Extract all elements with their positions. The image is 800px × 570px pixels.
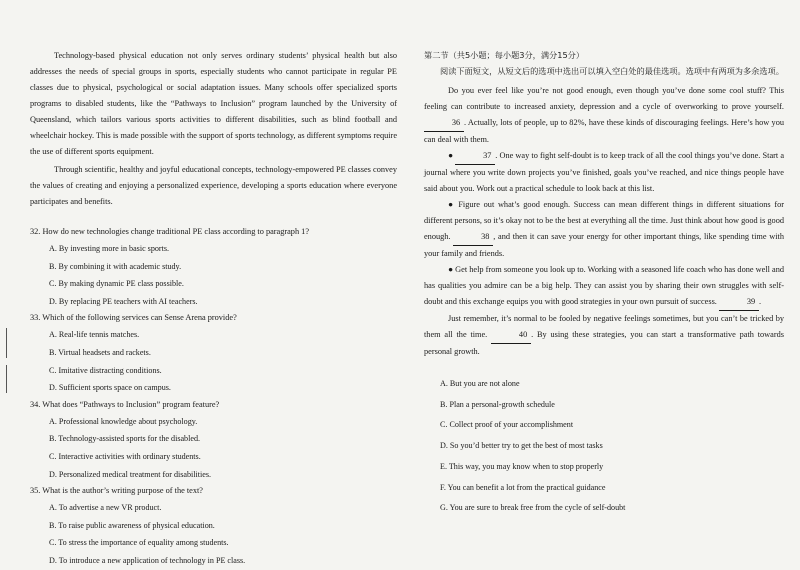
paragraph-text: Do you ever feel like you’re not good enough, even though you’ve done some cool stuff? This feeling can contribute to increased anxiety, depression and a cycle of overworking to prove yourself. (424, 86, 784, 111)
question-35 (30, 483, 397, 569)
paragraph-text: . By using these strategies, you can start a transformative path towards personal growth. (424, 330, 784, 356)
left-column (30, 48, 397, 570)
option-a[interactable]: A. By investing more in basic sports. (49, 244, 170, 253)
question-stem: 35. What is the author’s writing purpose of the text? (30, 486, 203, 496)
option-d[interactable]: D. Personalized medical treatment for disabilities. (49, 469, 212, 479)
option-b[interactable]: B. Virtual headsets and rackets. (49, 347, 151, 357)
blank-36[interactable]: 36 (424, 115, 464, 132)
option-e[interactable]: E. This way, you may know when to stop properly (440, 461, 604, 471)
paragraph-text: . Actually, lots of people, up to 82%, have these kinds of discouraging feelings. Here’s how you can deal with them. (424, 118, 784, 144)
option-a[interactable]: A. Professional knowledge about psychology. (49, 416, 198, 426)
paragraph-text: Figure out what’s good enough. Success can mean different things in different situations for different persons, so it’s okay not to be the best at everything all the time. Just think about how good is good enough. (424, 200, 784, 241)
bullet-icon: ● (448, 151, 454, 160)
option-c[interactable]: C. Collect proof of your accomplishment (440, 420, 574, 430)
cloze-paragraph-3 (424, 197, 784, 262)
cloze-paragraph-1 (424, 83, 784, 148)
option-b[interactable]: B. Plan a personal-growth schedule (440, 399, 555, 409)
cloze-paragraph-5 (424, 311, 784, 360)
option-c[interactable]: C. Imitative distracting conditions. (49, 365, 162, 375)
blank-40[interactable]: 40 (491, 327, 531, 344)
option-a[interactable]: A. But you are not alone (440, 379, 520, 388)
passage-paragraph: Technology-based physical education not only serves ordinary students’ physical health but also addresses the needs of special groups in sports, especially students who cannot participate in regular PE classes due to physical, psychological or social adaptation issues. Many schools offer specialized sports programs to disabled students, like the “Pathways to Inclusion” program launched by the University of Queensland, which tailors various sports activities to different disabilities, such as blind football and wheelchair hockey. This is made possible with the support of sports technology, as different symptoms require the use of different sports equipment. (30, 51, 397, 156)
option-a[interactable]: A. To advertise a new VR product. (49, 503, 162, 513)
blank-39[interactable]: 39 (719, 294, 759, 311)
paragraph-text: . One way to fight self-doubt is to keep track of all the cool things you’ve done. Start a journal where you write down projects you’ve finished, goals you’ve reached, and nice things people have said about you. Work out a practical schedule to look back at this list. (424, 151, 785, 193)
option-g[interactable]: G. You are sure to break free from the cycle of self-doubt (440, 503, 626, 513)
option-b[interactable]: B. Technology-assisted sports for the disabled. (49, 434, 201, 444)
cloze-paragraph-4 (424, 262, 784, 311)
option-c[interactable]: C. To stress the importance of equality among students. (49, 538, 229, 548)
question-32 (30, 224, 397, 310)
paragraph-text: , and then it can save your energy for other important things, like spending time with your family and friends. (424, 232, 784, 258)
section-title: 第二节（共5小题；每小题3分，满分15分） (424, 50, 585, 60)
option-b[interactable]: B. To raise public awareness of physical education. (49, 520, 215, 530)
blank-37[interactable]: 37 (455, 148, 495, 165)
question-stem: 33. Which of the following services can Sense Arena provide? (30, 313, 237, 323)
cloze-paragraph-2 (424, 148, 784, 197)
margin-mark (6, 365, 7, 393)
margin-mark (6, 328, 7, 358)
blank-38[interactable]: 38 (453, 229, 493, 246)
option-c[interactable]: C. By making dynamic PE class possible. (49, 279, 184, 289)
answer-options (424, 374, 784, 519)
question-stem: 34. What does “Pathways to Inclusion” program feature? (30, 399, 220, 409)
option-f[interactable]: F. You can benefit a lot from the practical guidance (440, 482, 606, 492)
question-34 (30, 397, 397, 483)
option-b[interactable]: B. By combining it with academic study. (49, 261, 182, 271)
option-a[interactable]: A. Real-life tennis matches. (49, 330, 140, 340)
option-d[interactable]: D. So you’d better try to get the best of most tasks (440, 441, 603, 451)
passage-paragraph: Through scientific, healthy and joyful educational concepts, technology-empowered PE classes convey the values of creating and enjoying a personalized experience, developing a sports education where everyone participates and benefits. (30, 165, 397, 206)
section-instructions: 阅读下面短文，从短文后的选项中选出可以填入空白处的最佳选项。选项中有两项为多余选项。 (440, 66, 784, 76)
paragraph-text: Get help from someone you look up to. Working with a seasoned life coach who has done well and has qualities you admire can be a big help. They can assist you by sharing their own struggles with self-doubt and this exchange equips you with good strategies in your own pursuit of success. (424, 265, 785, 306)
option-c[interactable]: C. Interactive activities with ordinary students. (49, 451, 201, 461)
paragraph-text: Just remember, it’s normal to be fooled by negative feelings sometimes, but you can’t be tricked by them all the time. (424, 314, 784, 339)
bullet-icon: ● (448, 200, 455, 209)
option-d[interactable]: D. By replacing PE teachers with AI teachers. (49, 296, 198, 306)
question-33 (30, 310, 397, 396)
right-column (424, 48, 784, 519)
option-d[interactable]: D. Sufficient sports space on campus. (49, 383, 171, 393)
bullet-icon: ● (448, 265, 454, 274)
option-d[interactable]: D. To introduce a new application of technology in PE class. (49, 555, 246, 565)
question-stem: 32. How do new technologies change traditional PE class according to paragraph 1? (30, 227, 310, 236)
period: . (758, 297, 762, 306)
